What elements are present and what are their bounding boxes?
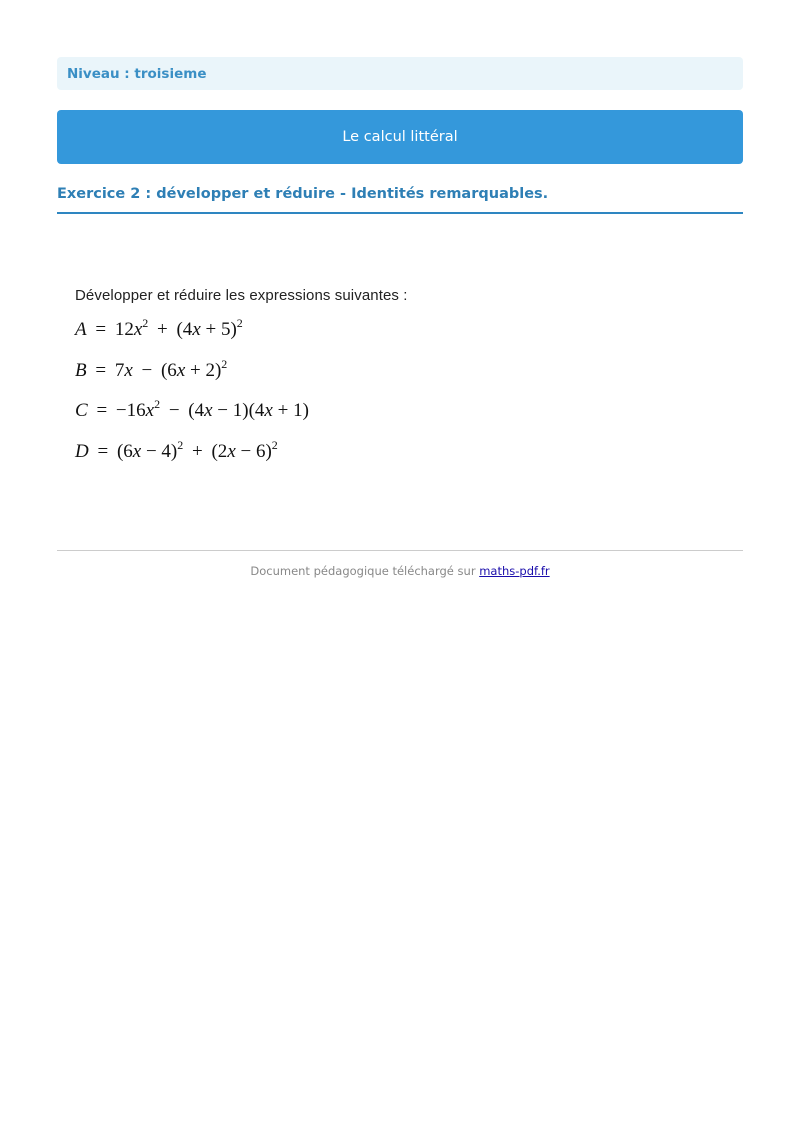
binomial-rest: − 4) bbox=[141, 440, 178, 462]
binomial-rest-2: − 6) bbox=[235, 440, 272, 462]
operator: + bbox=[157, 319, 168, 340]
term-variable: x bbox=[145, 400, 155, 421]
level-banner bbox=[57, 57, 743, 90]
binomial-open: (4 bbox=[176, 319, 193, 340]
exercise-heading: Exercice 2 : développer et réduire - Identités remarquables. bbox=[57, 186, 743, 214]
binomial-open: (6 bbox=[116, 440, 133, 462]
level-label: Niveau bbox=[67, 65, 120, 82]
term-variable: x bbox=[133, 319, 143, 340]
binomial-exponent: 2 bbox=[177, 437, 184, 452]
equals-sign: = bbox=[95, 319, 107, 340]
term-coefficient: 7 bbox=[114, 359, 125, 381]
binomial-variable: x bbox=[192, 319, 201, 340]
product-variable: x bbox=[204, 400, 213, 421]
term-coefficient: 12 bbox=[114, 319, 134, 340]
equals-sign: = bbox=[95, 359, 107, 381]
term-variable: x bbox=[124, 359, 133, 381]
operator: − bbox=[141, 359, 153, 381]
page-footer bbox=[57, 550, 743, 578]
footer-text: Document pédagogique téléchargé sur bbox=[250, 564, 480, 578]
expression-d bbox=[75, 437, 743, 482]
expression-name: C bbox=[75, 400, 88, 421]
binomial-variable-2: x bbox=[227, 440, 236, 462]
expression-name: B bbox=[75, 359, 87, 381]
level-separator: : bbox=[119, 65, 135, 82]
binomial-rest: + 5) bbox=[200, 319, 237, 340]
expression-c bbox=[75, 397, 743, 441]
product-middle: − 1)(4 bbox=[212, 400, 265, 421]
binomial-rest: + 2) bbox=[185, 359, 222, 381]
expression-b bbox=[75, 356, 743, 401]
worksheet-page bbox=[57, 57, 743, 547]
equals-sign: = bbox=[96, 400, 108, 421]
equals-sign: = bbox=[97, 440, 109, 462]
expression-name: D bbox=[75, 440, 89, 462]
expression-a bbox=[75, 316, 743, 360]
expression-name: A bbox=[75, 319, 87, 340]
term-exponent: 2 bbox=[154, 397, 161, 411]
binomial-exponent: 2 bbox=[221, 356, 228, 371]
binomial-exponent-2: 2 bbox=[271, 437, 278, 452]
binomial-exponent: 2 bbox=[236, 316, 243, 330]
chapter-title-bar bbox=[57, 110, 743, 164]
level-value: troisieme bbox=[134, 65, 207, 82]
term-exponent: 2 bbox=[142, 316, 149, 330]
exercise-instruction: Développer et réduire les expressions suivantes : bbox=[75, 287, 408, 304]
binomial-variable: x bbox=[132, 440, 142, 462]
exercise-statement bbox=[57, 287, 743, 547]
binomial-variable: x bbox=[176, 359, 186, 381]
binomial-open: (6 bbox=[160, 359, 177, 381]
operator: + bbox=[192, 440, 203, 462]
binomial-open-2: (2 bbox=[211, 440, 228, 462]
term-coefficient: −16 bbox=[115, 400, 146, 421]
operator: − bbox=[168, 400, 180, 421]
chapter-title: Le calcul littéral bbox=[342, 129, 458, 145]
product-close: + 1) bbox=[272, 400, 309, 421]
product-variable-2: x bbox=[264, 400, 273, 421]
source-link[interactable]: maths-pdf.fr bbox=[479, 564, 550, 578]
product-open: (4 bbox=[188, 400, 205, 421]
